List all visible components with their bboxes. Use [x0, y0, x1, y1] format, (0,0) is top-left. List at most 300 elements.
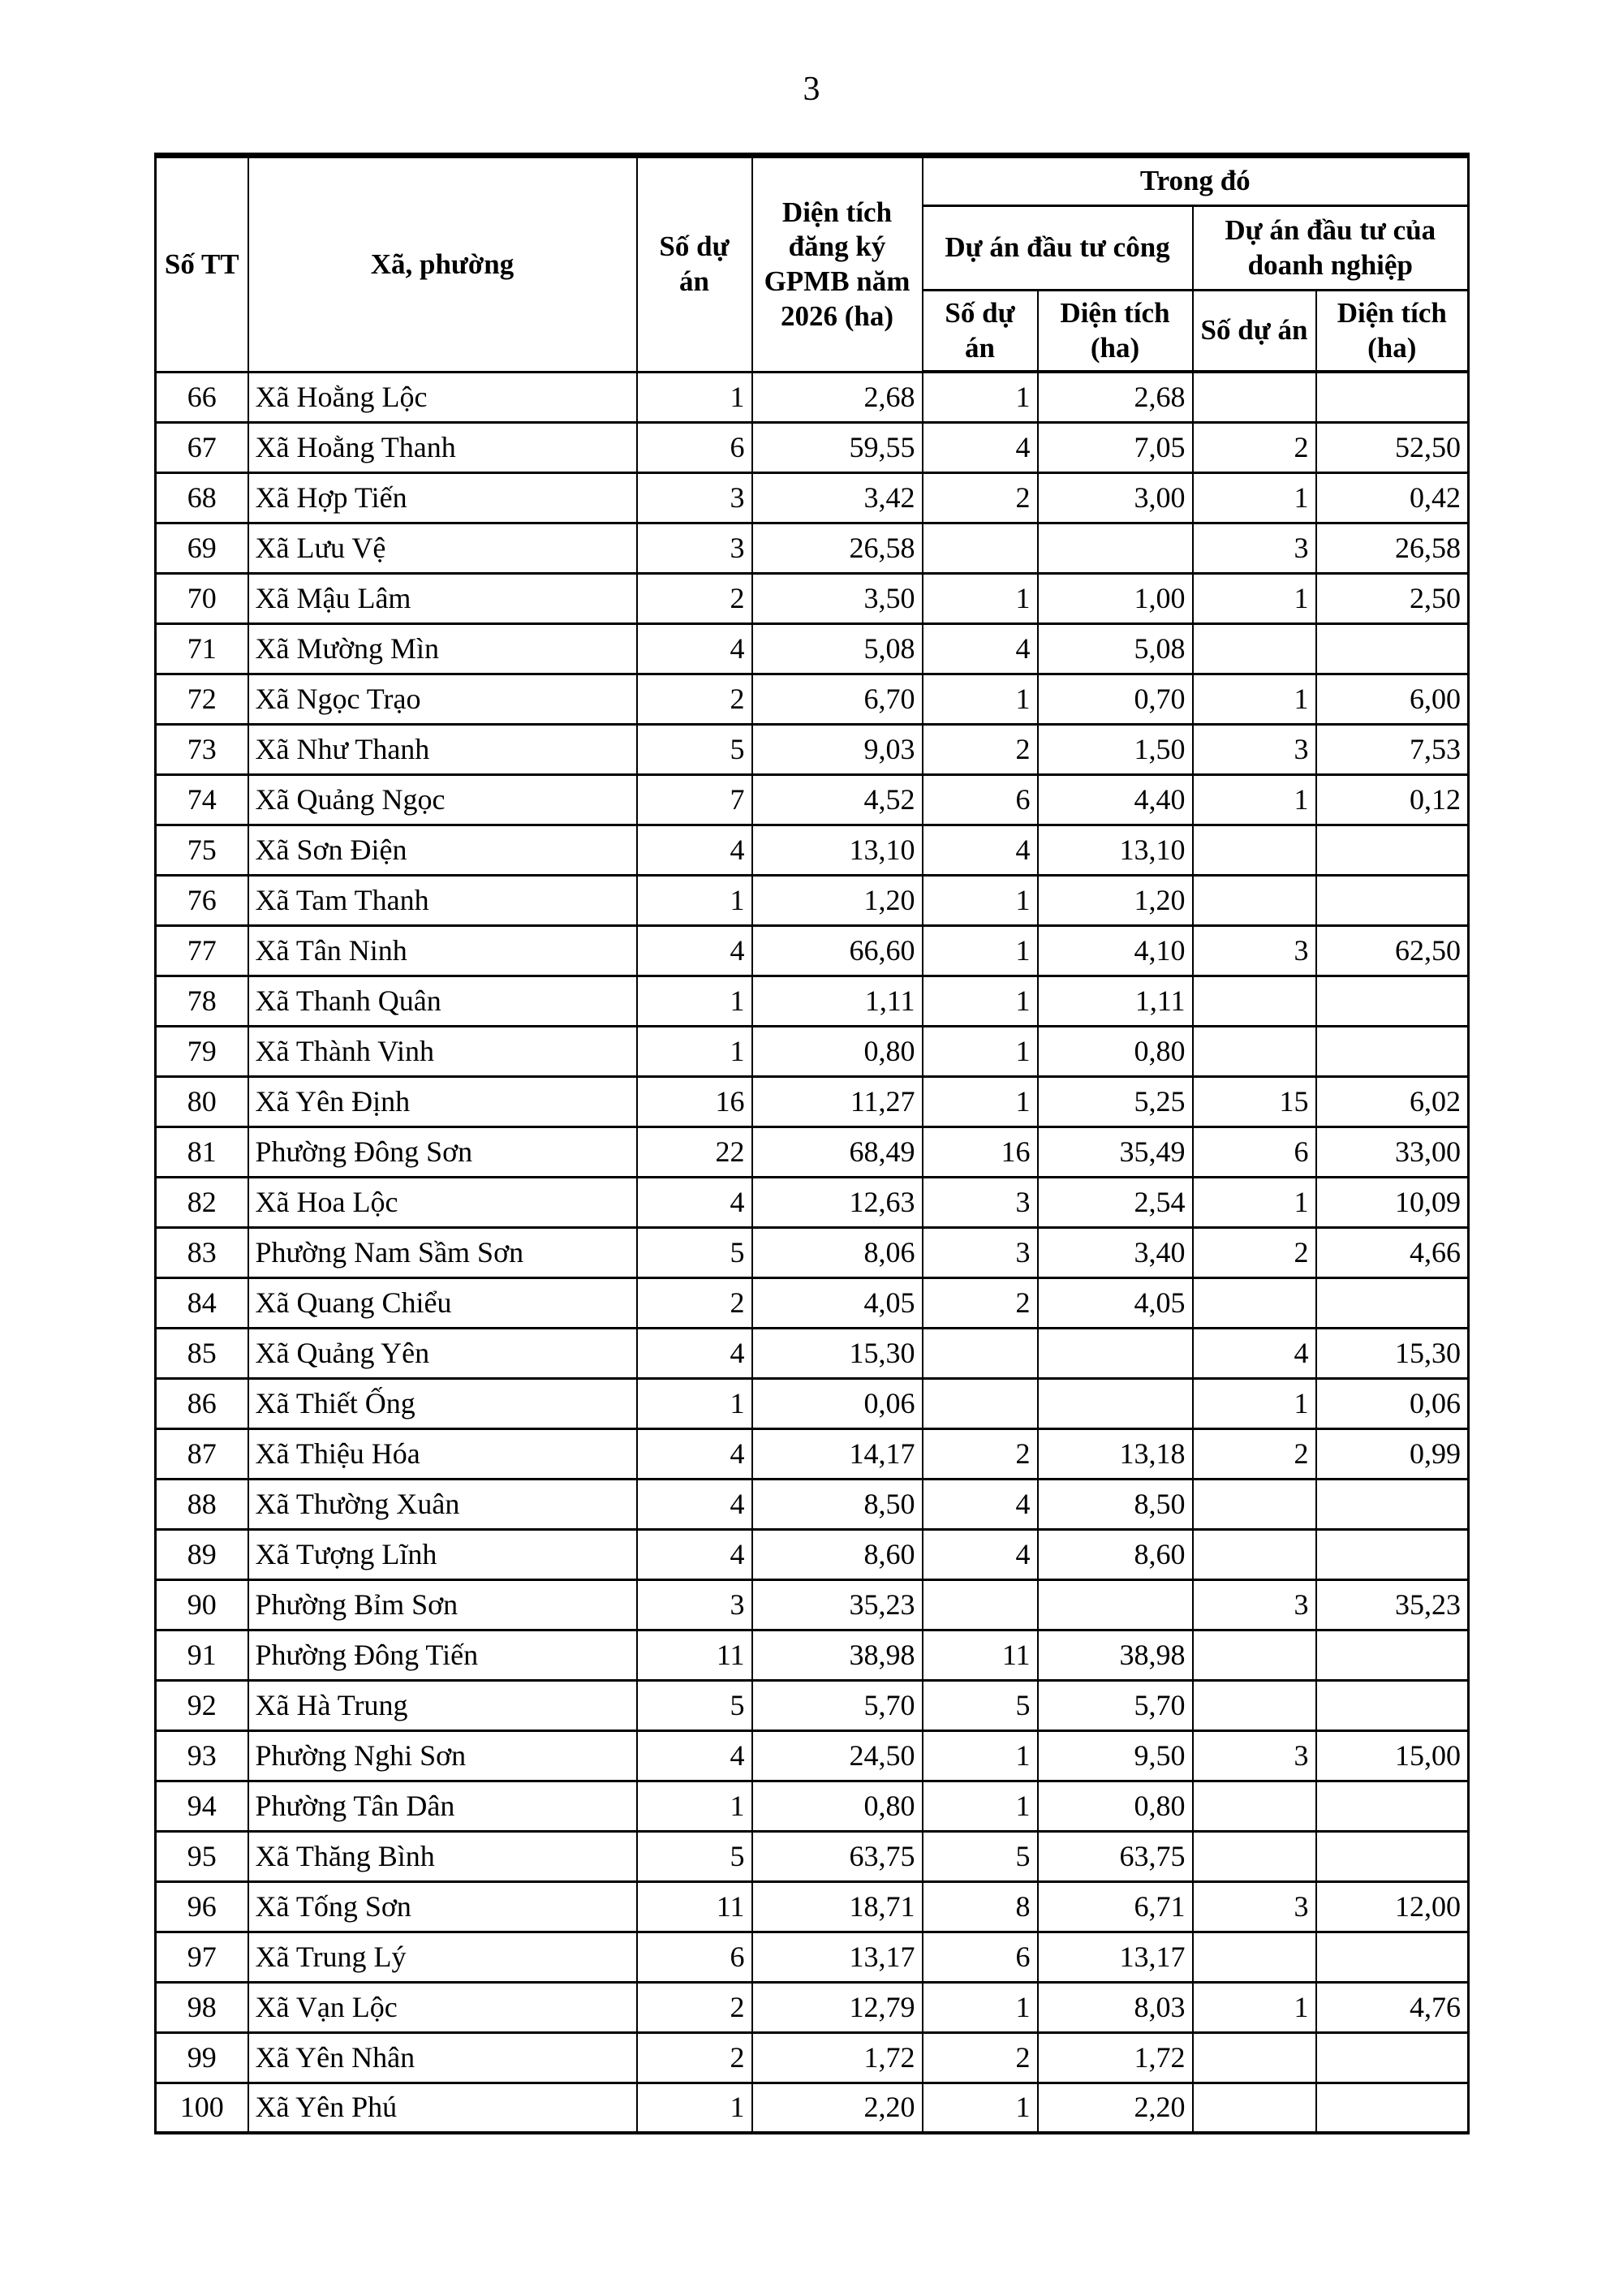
commune-name: Xã Yên Định — [248, 1076, 637, 1126]
public-num-projects: 6 — [923, 1932, 1038, 1982]
enterprise-num-projects: 1 — [1193, 1982, 1316, 2032]
registered-area: 9,03 — [752, 724, 923, 774]
commune-name: Xã Yên Nhân — [248, 2032, 637, 2083]
table-row — [156, 1881, 1469, 1932]
num-projects: 3 — [637, 523, 752, 573]
public-num-projects: 4 — [923, 1479, 1038, 1529]
commune-name: Phường Bỉm Sơn — [248, 1579, 637, 1630]
num-projects: 1 — [637, 1781, 752, 1831]
table-row — [156, 2032, 1469, 2083]
row-stt: 92 — [156, 1680, 248, 1730]
public-num-projects: 2 — [923, 1277, 1038, 1328]
num-projects: 2 — [637, 1277, 752, 1328]
table-row — [156, 422, 1469, 472]
row-stt: 76 — [156, 875, 248, 925]
row-stt: 67 — [156, 422, 248, 472]
enterprise-area: 4,76 — [1316, 1982, 1469, 2032]
row-stt: 68 — [156, 472, 248, 523]
public-num-projects: 1 — [923, 674, 1038, 724]
public-area: 13,10 — [1038, 825, 1193, 875]
table-row — [156, 1479, 1469, 1529]
enterprise-num-projects: 3 — [1193, 523, 1316, 573]
enterprise-num-projects — [1193, 2083, 1316, 2133]
table-row — [156, 1126, 1469, 1177]
row-stt: 71 — [156, 623, 248, 674]
table-row — [156, 1529, 1469, 1579]
num-projects: 1 — [637, 1378, 752, 1428]
public-num-projects: 8 — [923, 1881, 1038, 1932]
commune-name: Xã Tân Ninh — [248, 925, 637, 976]
enterprise-area — [1316, 1026, 1469, 1076]
public-area — [1038, 1328, 1193, 1378]
num-projects: 3 — [637, 1579, 752, 1630]
num-projects: 5 — [637, 1227, 752, 1277]
public-num-projects: 1 — [923, 1076, 1038, 1126]
table-row — [156, 1277, 1469, 1328]
enterprise-area — [1316, 623, 1469, 674]
table-row — [156, 674, 1469, 724]
public-area: 3,40 — [1038, 1227, 1193, 1277]
row-stt: 81 — [156, 1126, 248, 1177]
enterprise-num-projects: 3 — [1193, 1579, 1316, 1630]
num-projects: 11 — [637, 1881, 752, 1932]
public-num-projects: 1 — [923, 372, 1038, 422]
enterprise-area — [1316, 1479, 1469, 1529]
header-registered-area: Diện tích đăng ký GPMB năm 2026 (ha) — [752, 156, 923, 373]
enterprise-area: 15,30 — [1316, 1328, 1469, 1378]
header-enterprise-group: Dự án đầu tư của doanh nghiệp — [1193, 206, 1469, 291]
table-row — [156, 724, 1469, 774]
row-stt: 86 — [156, 1378, 248, 1428]
registered-area: 3,50 — [752, 573, 923, 623]
registered-area: 0,80 — [752, 1781, 923, 1831]
row-stt: 82 — [156, 1177, 248, 1227]
table-row — [156, 825, 1469, 875]
commune-name: Xã Thiệu Hóa — [248, 1428, 637, 1479]
public-area: 1,00 — [1038, 573, 1193, 623]
row-stt: 98 — [156, 1982, 248, 2032]
public-num-projects: 1 — [923, 1982, 1038, 2032]
public-area — [1038, 1378, 1193, 1428]
public-area: 4,05 — [1038, 1277, 1193, 1328]
row-stt: 75 — [156, 825, 248, 875]
enterprise-num-projects — [1193, 875, 1316, 925]
enterprise-num-projects: 1 — [1193, 1378, 1316, 1428]
public-num-projects: 2 — [923, 2032, 1038, 2083]
registered-area: 15,30 — [752, 1328, 923, 1378]
public-num-projects: 4 — [923, 825, 1038, 875]
public-area: 2,68 — [1038, 372, 1193, 422]
enterprise-area: 6,02 — [1316, 1076, 1469, 1126]
registered-area: 12,63 — [752, 1177, 923, 1227]
header-enterprise-num: Số dự án — [1193, 291, 1316, 373]
registered-area: 5,08 — [752, 623, 923, 674]
table-row — [156, 1227, 1469, 1277]
enterprise-num-projects — [1193, 372, 1316, 422]
row-stt: 99 — [156, 2032, 248, 2083]
registered-area: 13,10 — [752, 825, 923, 875]
commune-name: Xã Hoa Lộc — [248, 1177, 637, 1227]
enterprise-area — [1316, 372, 1469, 422]
row-stt: 85 — [156, 1328, 248, 1378]
enterprise-num-projects: 6 — [1193, 1126, 1316, 1177]
enterprise-num-projects — [1193, 1781, 1316, 1831]
num-projects: 16 — [637, 1076, 752, 1126]
enterprise-num-projects: 3 — [1193, 1730, 1316, 1781]
row-stt: 88 — [156, 1479, 248, 1529]
public-num-projects — [923, 1328, 1038, 1378]
commune-name: Xã Mậu Lâm — [248, 573, 637, 623]
table-row — [156, 774, 1469, 825]
num-projects: 2 — [637, 1982, 752, 2032]
public-area: 9,50 — [1038, 1730, 1193, 1781]
commune-name: Xã Tống Sơn — [248, 1881, 637, 1932]
public-area: 1,20 — [1038, 875, 1193, 925]
registered-area: 18,71 — [752, 1881, 923, 1932]
enterprise-num-projects: 1 — [1193, 674, 1316, 724]
commune-name: Xã Mường Mìn — [248, 623, 637, 674]
row-stt: 66 — [156, 372, 248, 422]
public-num-projects: 4 — [923, 422, 1038, 472]
page-number: 3 — [803, 71, 820, 108]
row-stt: 73 — [156, 724, 248, 774]
registered-area: 35,23 — [752, 1579, 923, 1630]
commune-name: Xã Vạn Lộc — [248, 1982, 637, 2032]
public-num-projects: 3 — [923, 1227, 1038, 1277]
public-area: 1,50 — [1038, 724, 1193, 774]
enterprise-num-projects: 4 — [1193, 1328, 1316, 1378]
num-projects: 4 — [637, 623, 752, 674]
enterprise-area — [1316, 1529, 1469, 1579]
enterprise-num-projects — [1193, 976, 1316, 1026]
public-area: 8,03 — [1038, 1982, 1193, 2032]
public-area: 5,25 — [1038, 1076, 1193, 1126]
row-stt: 84 — [156, 1277, 248, 1328]
registered-area: 26,58 — [752, 523, 923, 573]
header-trong-do: Trong đó — [923, 156, 1469, 206]
row-stt: 89 — [156, 1529, 248, 1579]
registered-area: 24,50 — [752, 1730, 923, 1781]
table-row — [156, 1428, 1469, 1479]
public-area: 8,50 — [1038, 1479, 1193, 1529]
num-projects: 6 — [637, 422, 752, 472]
public-num-projects — [923, 1579, 1038, 1630]
enterprise-area: 0,06 — [1316, 1378, 1469, 1428]
num-projects: 4 — [637, 1529, 752, 1579]
public-area: 0,70 — [1038, 674, 1193, 724]
enterprise-num-projects: 15 — [1193, 1076, 1316, 1126]
public-num-projects — [923, 523, 1038, 573]
enterprise-area: 4,66 — [1316, 1227, 1469, 1277]
registered-area: 3,42 — [752, 472, 923, 523]
enterprise-area — [1316, 825, 1469, 875]
public-area: 7,05 — [1038, 422, 1193, 472]
enterprise-area: 0,12 — [1316, 774, 1469, 825]
row-stt: 74 — [156, 774, 248, 825]
commune-name: Xã Thường Xuân — [248, 1479, 637, 1529]
table-row — [156, 1680, 1469, 1730]
public-area: 0,80 — [1038, 1026, 1193, 1076]
public-num-projects: 1 — [923, 1730, 1038, 1781]
enterprise-num-projects: 1 — [1193, 774, 1316, 825]
table-row — [156, 1177, 1469, 1227]
commune-name: Xã Hoằng Thanh — [248, 422, 637, 472]
public-num-projects: 4 — [923, 1529, 1038, 1579]
table-row — [156, 1378, 1469, 1428]
table-row — [156, 623, 1469, 674]
table-body — [156, 372, 1469, 2133]
enterprise-area: 26,58 — [1316, 523, 1469, 573]
table-row — [156, 372, 1469, 422]
num-projects: 2 — [637, 2032, 752, 2083]
table-row — [156, 1831, 1469, 1881]
enterprise-area — [1316, 1932, 1469, 1982]
table-row — [156, 1026, 1469, 1076]
public-area: 1,72 — [1038, 2032, 1193, 2083]
commune-name: Xã Yên Phú — [248, 2083, 637, 2133]
registered-area: 4,52 — [752, 774, 923, 825]
commune-name: Xã Trung Lý — [248, 1932, 637, 1982]
row-stt: 95 — [156, 1831, 248, 1881]
num-projects: 11 — [637, 1630, 752, 1680]
enterprise-area: 35,23 — [1316, 1579, 1469, 1630]
registered-area: 11,27 — [752, 1076, 923, 1126]
enterprise-area: 52,50 — [1316, 422, 1469, 472]
public-num-projects: 3 — [923, 1177, 1038, 1227]
enterprise-area — [1316, 1630, 1469, 1680]
row-stt: 69 — [156, 523, 248, 573]
public-num-projects: 6 — [923, 774, 1038, 825]
row-stt: 94 — [156, 1781, 248, 1831]
table-row — [156, 1982, 1469, 2032]
commune-name: Xã Thiết Ống — [248, 1378, 637, 1428]
public-area: 13,17 — [1038, 1932, 1193, 1982]
enterprise-num-projects — [1193, 1831, 1316, 1881]
num-projects: 6 — [637, 1932, 752, 1982]
commune-name: Xã Hoằng Lộc — [248, 372, 637, 422]
header-public-num: Số dự án — [923, 291, 1038, 373]
public-area — [1038, 523, 1193, 573]
enterprise-num-projects: 3 — [1193, 925, 1316, 976]
public-num-projects: 1 — [923, 976, 1038, 1026]
table-row — [156, 523, 1469, 573]
commune-name: Xã Quảng Yên — [248, 1328, 637, 1378]
num-projects: 4 — [637, 1428, 752, 1479]
row-stt: 100 — [156, 2083, 248, 2133]
public-area: 3,00 — [1038, 472, 1193, 523]
public-area: 35,49 — [1038, 1126, 1193, 1177]
row-stt: 80 — [156, 1076, 248, 1126]
enterprise-area: 0,42 — [1316, 472, 1469, 523]
header-commune: Xã, phường — [248, 156, 637, 373]
enterprise-area: 7,53 — [1316, 724, 1469, 774]
header-public-group: Dự án đầu tư công — [923, 206, 1193, 291]
commune-name: Xã Lưu Vệ — [248, 523, 637, 573]
enterprise-num-projects — [1193, 1277, 1316, 1328]
commune-name: Phường Nghi Sơn — [248, 1730, 637, 1781]
row-stt: 96 — [156, 1881, 248, 1932]
table-row — [156, 1630, 1469, 1680]
commune-name: Xã Thanh Quân — [248, 976, 637, 1026]
public-num-projects: 16 — [923, 1126, 1038, 1177]
row-stt: 90 — [156, 1579, 248, 1630]
commune-name: Xã Ngọc Trạo — [248, 674, 637, 724]
public-num-projects: 2 — [923, 724, 1038, 774]
commune-name: Xã Tam Thanh — [248, 875, 637, 925]
registered-area: 13,17 — [752, 1932, 923, 1982]
row-stt: 78 — [156, 976, 248, 1026]
enterprise-num-projects — [1193, 1932, 1316, 1982]
enterprise-num-projects: 1 — [1193, 573, 1316, 623]
enterprise-num-projects — [1193, 1529, 1316, 1579]
commune-name: Phường Đông Sơn — [248, 1126, 637, 1177]
enterprise-area: 10,09 — [1316, 1177, 1469, 1227]
num-projects: 1 — [637, 1026, 752, 1076]
enterprise-area — [1316, 1277, 1469, 1328]
header-public-area: Diện tích (ha) — [1038, 291, 1193, 373]
row-stt: 93 — [156, 1730, 248, 1781]
num-projects: 5 — [637, 724, 752, 774]
row-stt: 70 — [156, 573, 248, 623]
registered-area: 12,79 — [752, 1982, 923, 2032]
table-row — [156, 2083, 1469, 2133]
gpmb-registration-table — [154, 153, 1470, 2134]
public-area — [1038, 1579, 1193, 1630]
public-num-projects: 4 — [923, 623, 1038, 674]
registered-area: 38,98 — [752, 1630, 923, 1680]
public-area: 2,54 — [1038, 1177, 1193, 1227]
table-row — [156, 1730, 1469, 1781]
enterprise-num-projects: 3 — [1193, 724, 1316, 774]
enterprise-area: 12,00 — [1316, 1881, 1469, 1932]
table-row — [156, 875, 1469, 925]
public-area: 5,70 — [1038, 1680, 1193, 1730]
table-row — [156, 976, 1469, 1026]
enterprise-area — [1316, 875, 1469, 925]
public-num-projects: 1 — [923, 573, 1038, 623]
commune-name: Xã Thăng Bình — [248, 1831, 637, 1881]
num-projects: 2 — [637, 573, 752, 623]
row-stt: 87 — [156, 1428, 248, 1479]
registered-area: 4,05 — [752, 1277, 923, 1328]
public-num-projects: 1 — [923, 875, 1038, 925]
public-num-projects: 5 — [923, 1680, 1038, 1730]
public-area: 4,40 — [1038, 774, 1193, 825]
header-stt: Số TT — [156, 156, 248, 373]
table-row — [156, 925, 1469, 976]
enterprise-area — [1316, 2032, 1469, 2083]
public-area: 0,80 — [1038, 1781, 1193, 1831]
registered-area: 0,06 — [752, 1378, 923, 1428]
public-area: 6,71 — [1038, 1881, 1193, 1932]
commune-name: Xã Tượng Lĩnh — [248, 1529, 637, 1579]
registered-area: 1,20 — [752, 875, 923, 925]
enterprise-num-projects: 1 — [1193, 1177, 1316, 1227]
enterprise-area — [1316, 2083, 1469, 2133]
num-projects: 1 — [637, 875, 752, 925]
num-projects: 4 — [637, 1479, 752, 1529]
public-num-projects: 2 — [923, 1428, 1038, 1479]
num-projects: 4 — [637, 1177, 752, 1227]
public-area: 1,11 — [1038, 976, 1193, 1026]
row-stt: 77 — [156, 925, 248, 976]
enterprise-area: 62,50 — [1316, 925, 1469, 976]
commune-name: Phường Nam Sầm Sơn — [248, 1227, 637, 1277]
num-projects: 1 — [637, 976, 752, 1026]
enterprise-num-projects — [1193, 1630, 1316, 1680]
enterprise-area: 0,99 — [1316, 1428, 1469, 1479]
enterprise-num-projects — [1193, 1680, 1316, 1730]
table-row — [156, 1781, 1469, 1831]
row-stt: 83 — [156, 1227, 248, 1277]
public-area: 13,18 — [1038, 1428, 1193, 1479]
public-area: 5,08 — [1038, 623, 1193, 674]
public-num-projects: 1 — [923, 925, 1038, 976]
num-projects: 7 — [637, 774, 752, 825]
num-projects: 2 — [637, 674, 752, 724]
num-projects: 1 — [637, 372, 752, 422]
public-area: 8,60 — [1038, 1529, 1193, 1579]
table-row — [156, 1932, 1469, 1982]
registered-area: 1,11 — [752, 976, 923, 1026]
registered-area: 59,55 — [752, 422, 923, 472]
commune-name: Xã Hà Trung — [248, 1680, 637, 1730]
table-row — [156, 1328, 1469, 1378]
enterprise-num-projects: 2 — [1193, 422, 1316, 472]
table-row — [156, 573, 1469, 623]
enterprise-num-projects: 3 — [1193, 1881, 1316, 1932]
num-projects: 4 — [637, 1328, 752, 1378]
enterprise-area — [1316, 976, 1469, 1026]
commune-name: Phường Đông Tiến — [248, 1630, 637, 1680]
num-projects: 22 — [637, 1126, 752, 1177]
enterprise-area: 6,00 — [1316, 674, 1469, 724]
enterprise-num-projects: 2 — [1193, 1227, 1316, 1277]
public-area: 4,10 — [1038, 925, 1193, 976]
table-row — [156, 1579, 1469, 1630]
commune-name: Xã Thành Vinh — [248, 1026, 637, 1076]
row-stt: 91 — [156, 1630, 248, 1680]
num-projects: 4 — [637, 925, 752, 976]
enterprise-area — [1316, 1781, 1469, 1831]
registered-area: 5,70 — [752, 1680, 923, 1730]
public-area: 2,20 — [1038, 2083, 1193, 2133]
registered-area: 0,80 — [752, 1026, 923, 1076]
num-projects: 5 — [637, 1680, 752, 1730]
num-projects: 4 — [637, 1730, 752, 1781]
table-row — [156, 1076, 1469, 1126]
commune-name: Xã Quảng Ngọc — [248, 774, 637, 825]
num-projects: 3 — [637, 472, 752, 523]
registered-area: 6,70 — [752, 674, 923, 724]
enterprise-num-projects — [1193, 623, 1316, 674]
enterprise-area — [1316, 1831, 1469, 1881]
public-num-projects: 1 — [923, 1026, 1038, 1076]
enterprise-area: 33,00 — [1316, 1126, 1469, 1177]
enterprise-area: 2,50 — [1316, 573, 1469, 623]
header-enterprise-area: Diện tích (ha) — [1316, 291, 1469, 373]
registered-area: 14,17 — [752, 1428, 923, 1479]
public-area: 38,98 — [1038, 1630, 1193, 1680]
row-stt: 79 — [156, 1026, 248, 1076]
registered-area: 63,75 — [752, 1831, 923, 1881]
enterprise-num-projects — [1193, 1026, 1316, 1076]
registered-area: 66,60 — [752, 925, 923, 976]
enterprise-area: 15,00 — [1316, 1730, 1469, 1781]
table-header — [156, 156, 1469, 373]
public-num-projects: 2 — [923, 472, 1038, 523]
commune-name: Xã Quang Chiểu — [248, 1277, 637, 1328]
